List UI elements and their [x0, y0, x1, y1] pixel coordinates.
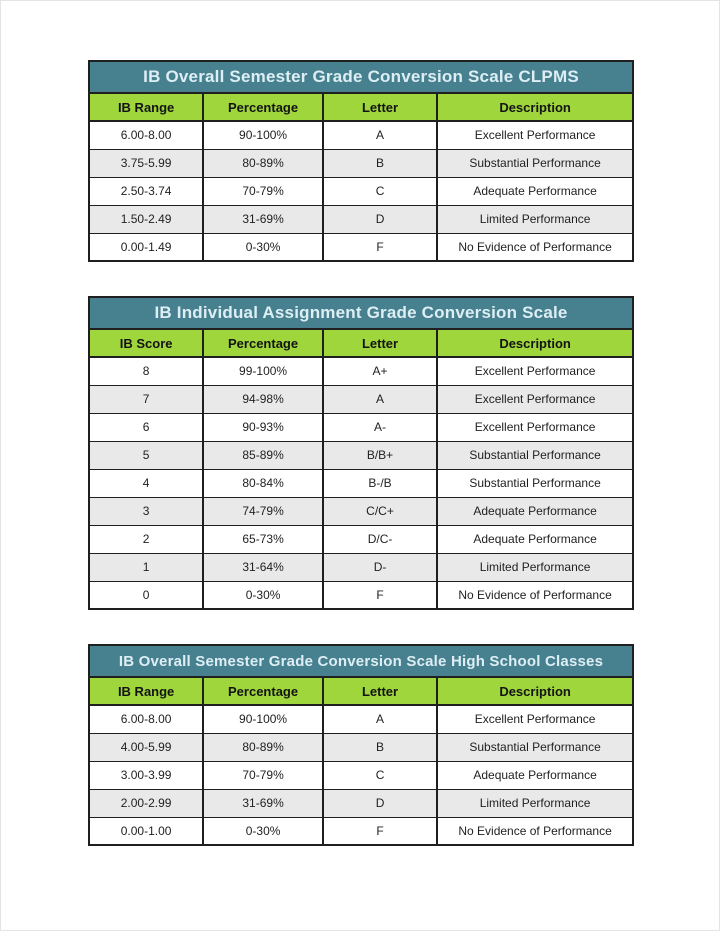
- table-row: [89, 357, 633, 385]
- table-body: [89, 357, 633, 609]
- table-cell: 70-79%: [203, 761, 323, 789]
- table-row: [89, 469, 633, 497]
- table-title-clpms: IB Overall Semester Grade Conversion Scale CLPMS: [88, 60, 634, 94]
- table-cell: 0-30%: [203, 817, 323, 845]
- header-row: [89, 677, 633, 705]
- table-cell: 0-30%: [203, 233, 323, 261]
- header-row: [89, 329, 633, 357]
- table-row: [89, 525, 633, 553]
- table-cell: No Evidence of Performance: [437, 581, 633, 609]
- table-cell: Excellent Performance: [437, 357, 633, 385]
- table-row: [89, 177, 633, 205]
- table-row: [89, 385, 633, 413]
- grade-conversion-table: [88, 92, 634, 262]
- table-cell: 70-79%: [203, 177, 323, 205]
- table-row: [89, 413, 633, 441]
- table-cell: 94-98%: [203, 385, 323, 413]
- column-header-ib-range: IB Range: [89, 93, 203, 121]
- column-header-percentage: Percentage: [203, 329, 323, 357]
- table-row: [89, 205, 633, 233]
- table-cell: F: [323, 233, 437, 261]
- column-header-percentage: Percentage: [203, 677, 323, 705]
- grade-table-high-school: [88, 644, 634, 846]
- table-header: [89, 93, 633, 121]
- table-cell: D: [323, 789, 437, 817]
- table-cell: 2.50-3.74: [89, 177, 203, 205]
- header-row: [89, 93, 633, 121]
- table-title-high-school: IB Overall Semester Grade Conversion Scale High School Classes: [88, 644, 634, 678]
- table-cell: D-: [323, 553, 437, 581]
- table-cell: B: [323, 149, 437, 177]
- table-body: [89, 705, 633, 845]
- table-cell: 80-89%: [203, 733, 323, 761]
- table-cell: 0-30%: [203, 581, 323, 609]
- table-cell: 1.50-2.49: [89, 205, 203, 233]
- table-row: [89, 817, 633, 845]
- table-cell: 80-89%: [203, 149, 323, 177]
- column-header-description: Description: [437, 329, 633, 357]
- table-cell: No Evidence of Performance: [437, 233, 633, 261]
- table-cell: A+: [323, 357, 437, 385]
- table-row: [89, 441, 633, 469]
- table-cell: 0: [89, 581, 203, 609]
- table-cell: Excellent Performance: [437, 385, 633, 413]
- table-cell: No Evidence of Performance: [437, 817, 633, 845]
- grade-table-clpms: [88, 60, 634, 262]
- table-title-individual-assignment: IB Individual Assignment Grade Conversion Scale: [88, 296, 634, 330]
- grade-table-individual-assignment: [88, 296, 634, 610]
- column-header-letter: Letter: [323, 329, 437, 357]
- table-cell: Substantial Performance: [437, 733, 633, 761]
- table-cell: 31-69%: [203, 789, 323, 817]
- table-row: [89, 761, 633, 789]
- table-row: [89, 149, 633, 177]
- table-body: [89, 121, 633, 261]
- table-cell: Substantial Performance: [437, 441, 633, 469]
- table-cell: 99-100%: [203, 357, 323, 385]
- column-header-letter: Letter: [323, 93, 437, 121]
- table-cell: 3: [89, 497, 203, 525]
- table-cell: 31-64%: [203, 553, 323, 581]
- grade-conversion-table: [88, 676, 634, 846]
- table-cell: 90-93%: [203, 413, 323, 441]
- table-cell: 74-79%: [203, 497, 323, 525]
- table-row: [89, 705, 633, 733]
- table-cell: 3.75-5.99: [89, 149, 203, 177]
- table-cell: Limited Performance: [437, 789, 633, 817]
- table-cell: 6.00-8.00: [89, 121, 203, 149]
- table-row: [89, 789, 633, 817]
- table-row: [89, 121, 633, 149]
- column-header-percentage: Percentage: [203, 93, 323, 121]
- table-cell: 4: [89, 469, 203, 497]
- table-cell: 7: [89, 385, 203, 413]
- table-cell: 80-84%: [203, 469, 323, 497]
- table-cell: 2.00-2.99: [89, 789, 203, 817]
- table-cell: Adequate Performance: [437, 177, 633, 205]
- table-cell: 1: [89, 553, 203, 581]
- table-cell: 5: [89, 441, 203, 469]
- table-cell: 90-100%: [203, 121, 323, 149]
- column-header-ib-score: IB Score: [89, 329, 203, 357]
- table-cell: 6.00-8.00: [89, 705, 203, 733]
- grade-conversion-table: [88, 328, 634, 610]
- table-cell: C: [323, 177, 437, 205]
- column-header-letter: Letter: [323, 677, 437, 705]
- table-cell: Adequate Performance: [437, 761, 633, 789]
- table-row: [89, 553, 633, 581]
- table-cell: 2: [89, 525, 203, 553]
- table-cell: 90-100%: [203, 705, 323, 733]
- table-cell: B/B+: [323, 441, 437, 469]
- table-row: [89, 233, 633, 261]
- table-cell: A: [323, 121, 437, 149]
- table-cell: 65-73%: [203, 525, 323, 553]
- column-header-description: Description: [437, 677, 633, 705]
- table-cell: F: [323, 581, 437, 609]
- table-cell: 31-69%: [203, 205, 323, 233]
- table-cell: Limited Performance: [437, 553, 633, 581]
- table-cell: C: [323, 761, 437, 789]
- table-cell: Adequate Performance: [437, 525, 633, 553]
- table-cell: Substantial Performance: [437, 469, 633, 497]
- table-header: [89, 329, 633, 357]
- table-cell: D: [323, 205, 437, 233]
- table-cell: Substantial Performance: [437, 149, 633, 177]
- table-cell: 8: [89, 357, 203, 385]
- table-cell: 0.00-1.00: [89, 817, 203, 845]
- table-cell: Excellent Performance: [437, 413, 633, 441]
- table-row: [89, 581, 633, 609]
- table-header: [89, 677, 633, 705]
- table-cell: D/C-: [323, 525, 437, 553]
- table-cell: Adequate Performance: [437, 497, 633, 525]
- table-cell: Excellent Performance: [437, 705, 633, 733]
- table-cell: 3.00-3.99: [89, 761, 203, 789]
- column-header-description: Description: [437, 93, 633, 121]
- table-cell: A: [323, 385, 437, 413]
- table-cell: 6: [89, 413, 203, 441]
- table-cell: A: [323, 705, 437, 733]
- table-row: [89, 733, 633, 761]
- table-cell: Limited Performance: [437, 205, 633, 233]
- table-cell: 4.00-5.99: [89, 733, 203, 761]
- table-cell: A-: [323, 413, 437, 441]
- table-row: [89, 497, 633, 525]
- table-cell: 0.00-1.49: [89, 233, 203, 261]
- table-cell: 85-89%: [203, 441, 323, 469]
- table-cell: Excellent Performance: [437, 121, 633, 149]
- column-header-ib-range: IB Range: [89, 677, 203, 705]
- table-cell: F: [323, 817, 437, 845]
- table-cell: B-/B: [323, 469, 437, 497]
- table-cell: C/C+: [323, 497, 437, 525]
- table-cell: B: [323, 733, 437, 761]
